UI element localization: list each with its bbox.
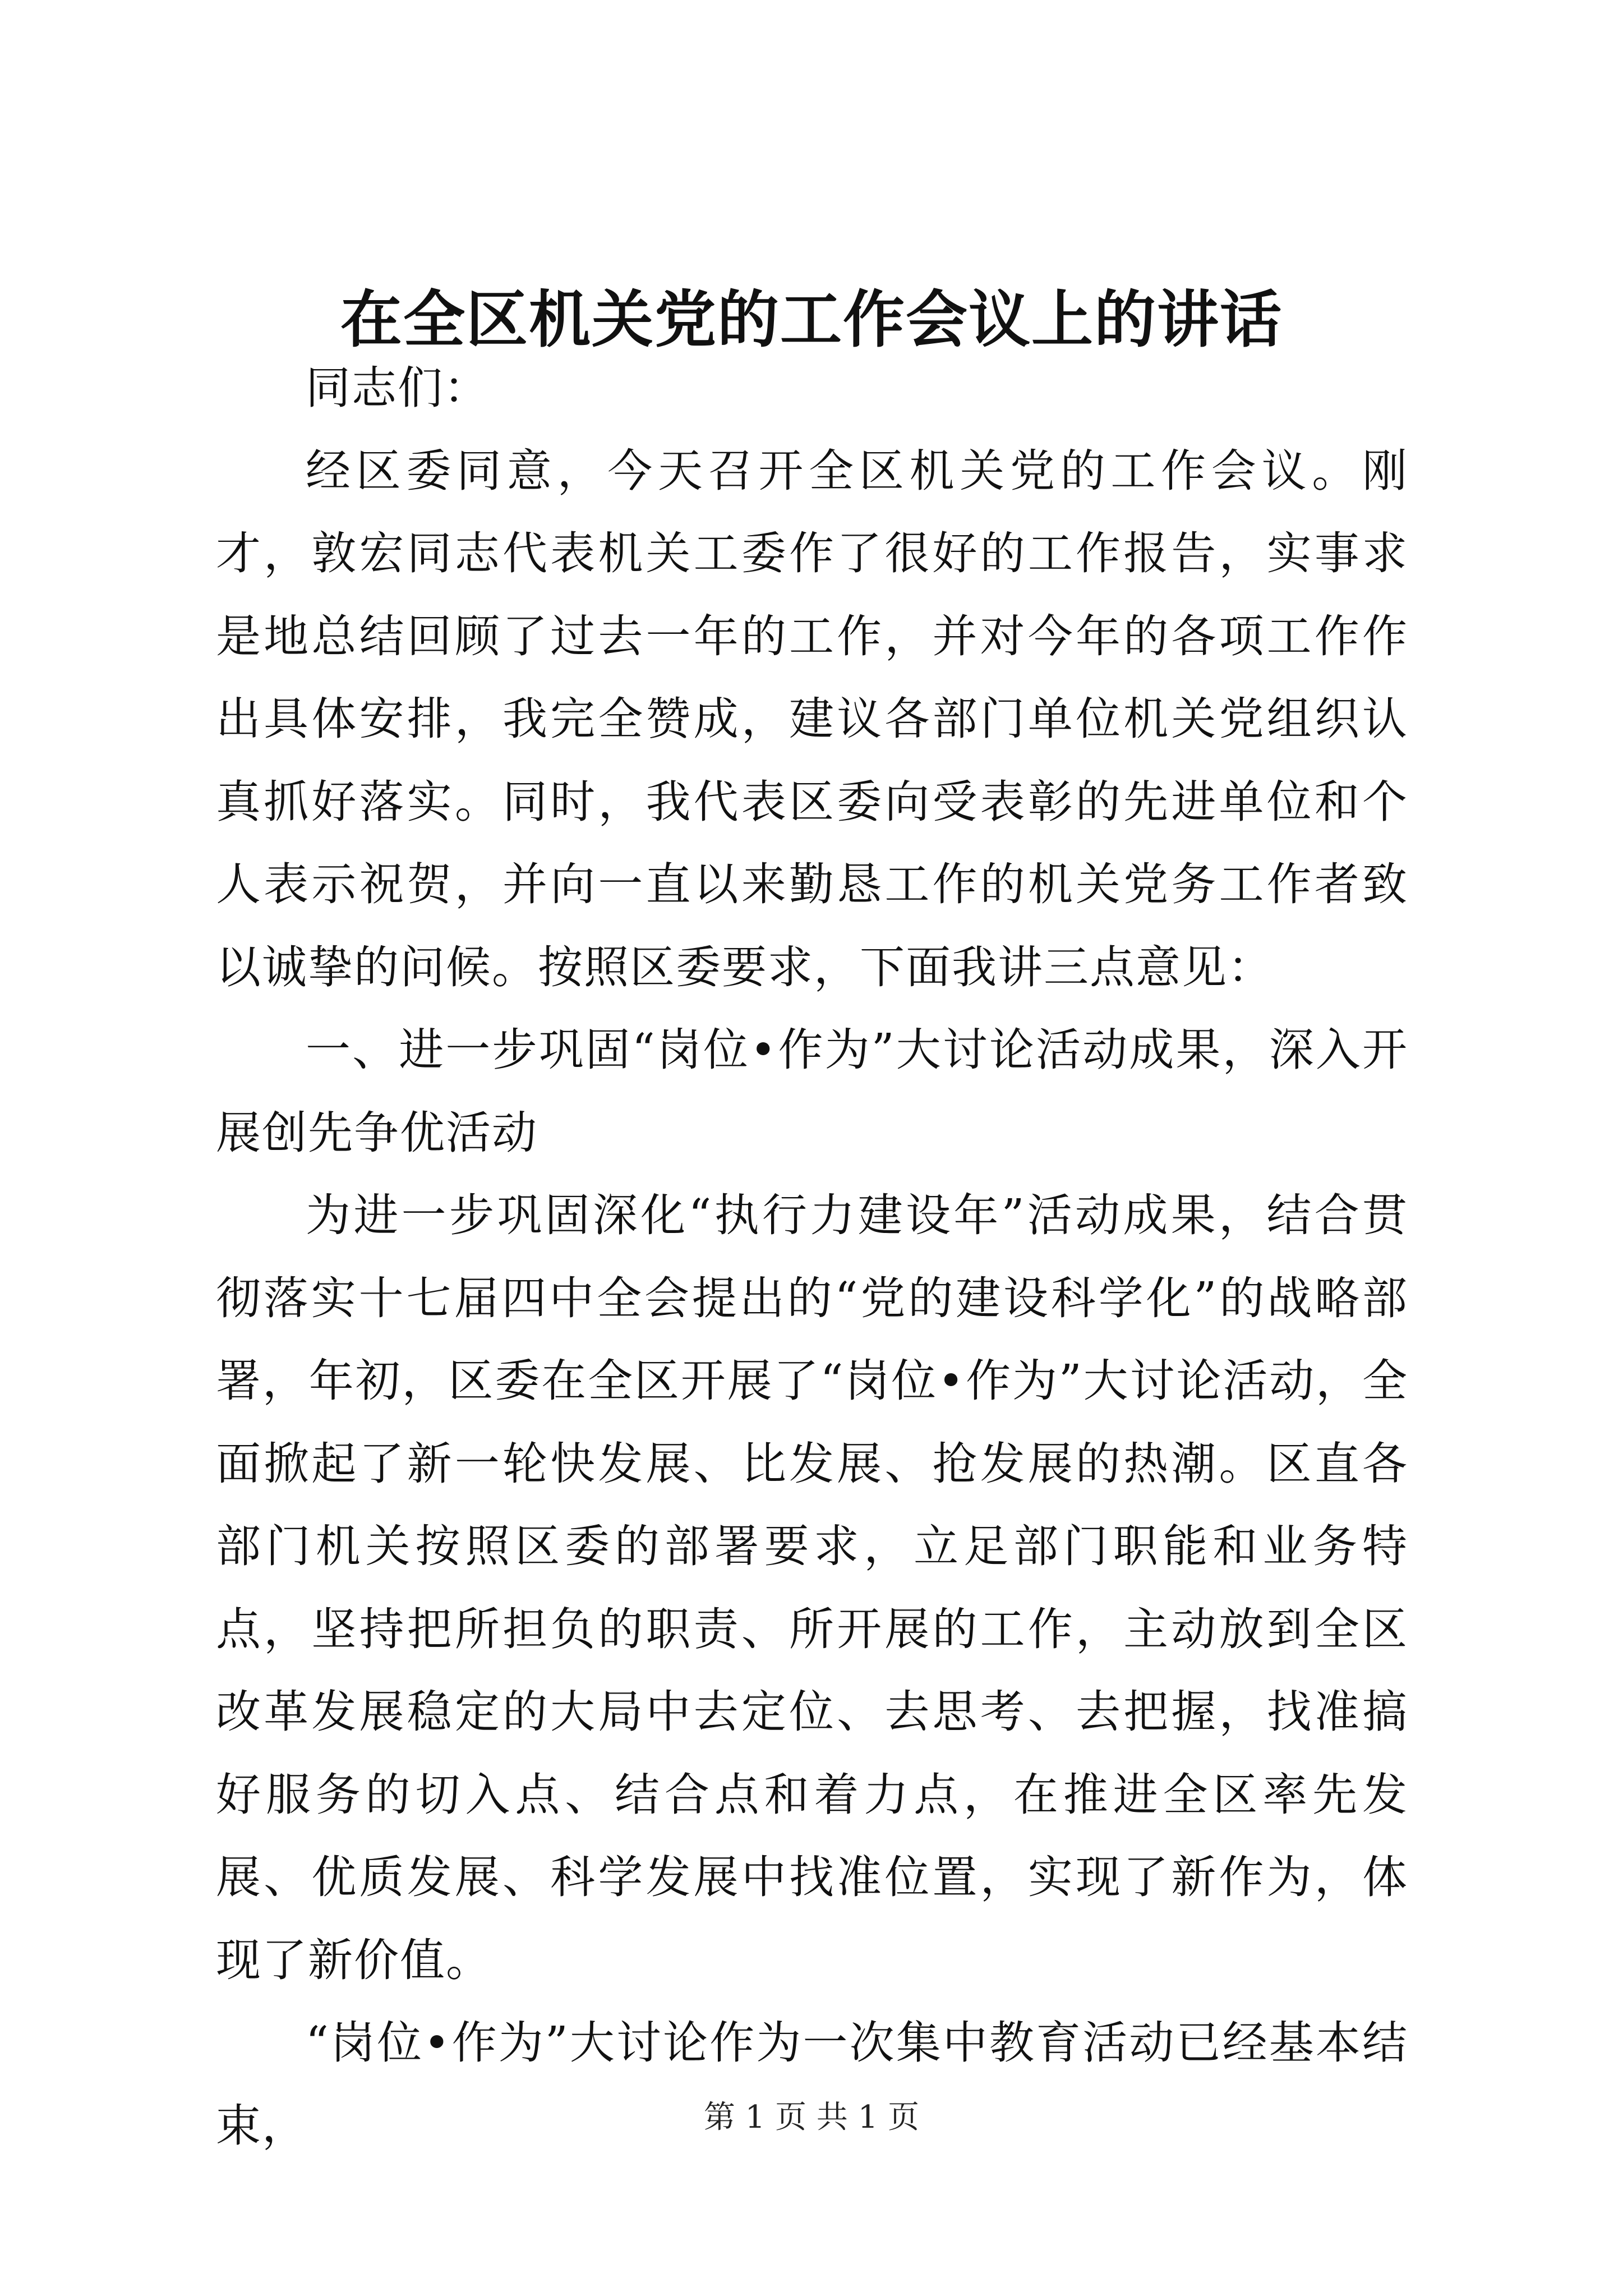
body-paragraph: 为进一步巩固深化“执行力建设年”活动成果，结合贯彻落实十七届四中全会提出的“党的建设科学化”的战略部署，年初，区委在全区开展了“岗位•作为”大讨论活动，全面掀起了新一轮快发展、比发展、抢发展的热潮。区直各部门机关按照区委的部署要求，立足部门职能和业务特点，坚持把所担负的职责、所开展的工作，主动放到全区改革发展稳定的大局中去定位、去思考、去把握，找准搞好服务的切入点、结合点和着力点，在推进全区率先发展、优质发展、科学发展中找准位置，实现了新作为，体现了新价值。 — [216, 1189, 1408, 1986]
document-body — [216, 347, 1408, 2167]
section-heading: 一、进一步巩固“岗位•作为”大讨论活动成果，深入开展创先争优活动 — [216, 1024, 1408, 1159]
page-number-footer: 第 1 页 共 1 页 — [703, 2099, 920, 2136]
body-paragraph: “岗位•作为”大讨论作为一次集中教育活动已经基本结束， — [216, 2017, 1408, 2152]
salutation: 同志们： — [306, 362, 490, 414]
body-paragraph: 经区委同意，今天召开全区机关党的工作会议。刚才，敦宏同志代表机关工委作了很好的工作报告，实事求是地总结回顾了过去一年的工作，并对今年的各项工作作出具体安排，我完全赞成，建议各部门单位机关党组织认真抓好落实。同时，我代表区委向受表彰的先进单位和个人表示祝贺，并向一直以来勤恳工作的机关党务工作者致以诚挚的问候。按照区委要求，下面我讲三点意见： — [216, 444, 1408, 993]
document-title: 在全区机关党的工作会议上的讲话 — [340, 283, 1283, 356]
